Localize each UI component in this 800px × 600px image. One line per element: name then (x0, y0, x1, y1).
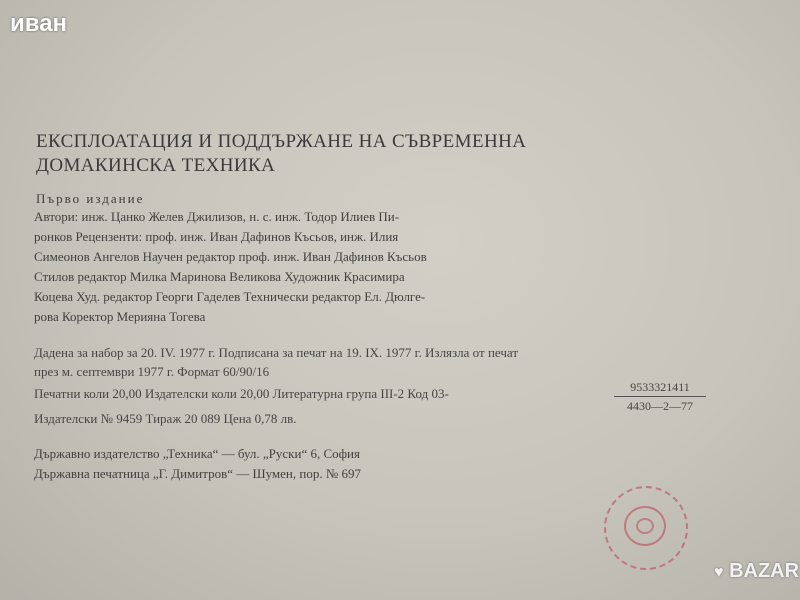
credits-line: Стилов редактор Милка Маринова Великова Художник Красимира (34, 269, 405, 284)
code-numerator: 9533321411 (614, 380, 706, 397)
publication-line: Дадена за набор за 20. IV. 1977 г. Подписана за печат на 19. IX. 1977 г. Излязла от печат (34, 345, 518, 360)
watermark-bottom-text: BAZAR (729, 560, 800, 582)
heart-icon: ♥ (714, 564, 724, 581)
credits-line: рова Коректор Мерияна Тогева (34, 309, 206, 324)
stamp-inner-ring (624, 506, 666, 546)
title-line: ДОМАКИНСКА ТЕХНИКА (36, 155, 276, 176)
credits-line: Автори: инж. Цанко Желев Джилизов, н. с. инж. Тодор Илиев Пи- (34, 209, 400, 224)
edition-label: Първо издание (36, 191, 145, 206)
stamp-mark (636, 518, 654, 534)
publication-info (34, 343, 518, 381)
credits-block (34, 207, 734, 327)
print-sheets-line: Печатни коли 20,00 Издателски коли 20,00 Литературна група III-2 Код 03- (34, 386, 449, 401)
press-info (34, 444, 361, 484)
circulation-line: Издателски № 9459 Тираж 20 089 Цена 0,78 лв. (34, 411, 297, 426)
book-title (36, 130, 526, 178)
watermark-top: иван (10, 10, 68, 37)
printer-line: Държавна печатница „Г. Димитров“ — Шумен, пор. № 697 (34, 466, 361, 481)
code-fraction (614, 380, 706, 414)
credits-line: Коцева Худ. редактор Георги Гаделев Технически редактор Ел. Дюлге- (34, 289, 426, 304)
publication-line: през м. септември 1977 г. Формат 60/90/16 (34, 364, 270, 379)
credits-line: ронков Рецензенти: проф. инж. Иван Дафинов Късьов, инж. Илия (34, 229, 399, 244)
watermark-bottom (714, 560, 799, 583)
credits-line: Симеонов Ангелов Научен редактор проф. инж. Иван Дафинов Късьов (34, 249, 427, 264)
library-stamp (604, 486, 688, 570)
code-denominator: 4430—2—77 (627, 399, 693, 413)
publisher-line: Държавно издателство „Техника“ — бул. „Руски“ 6, София (34, 446, 360, 461)
title-line: ЕКСПЛОАТАЦИЯ И ПОДДЪРЖАНЕ НА СЪВРЕМЕННА (36, 131, 527, 152)
